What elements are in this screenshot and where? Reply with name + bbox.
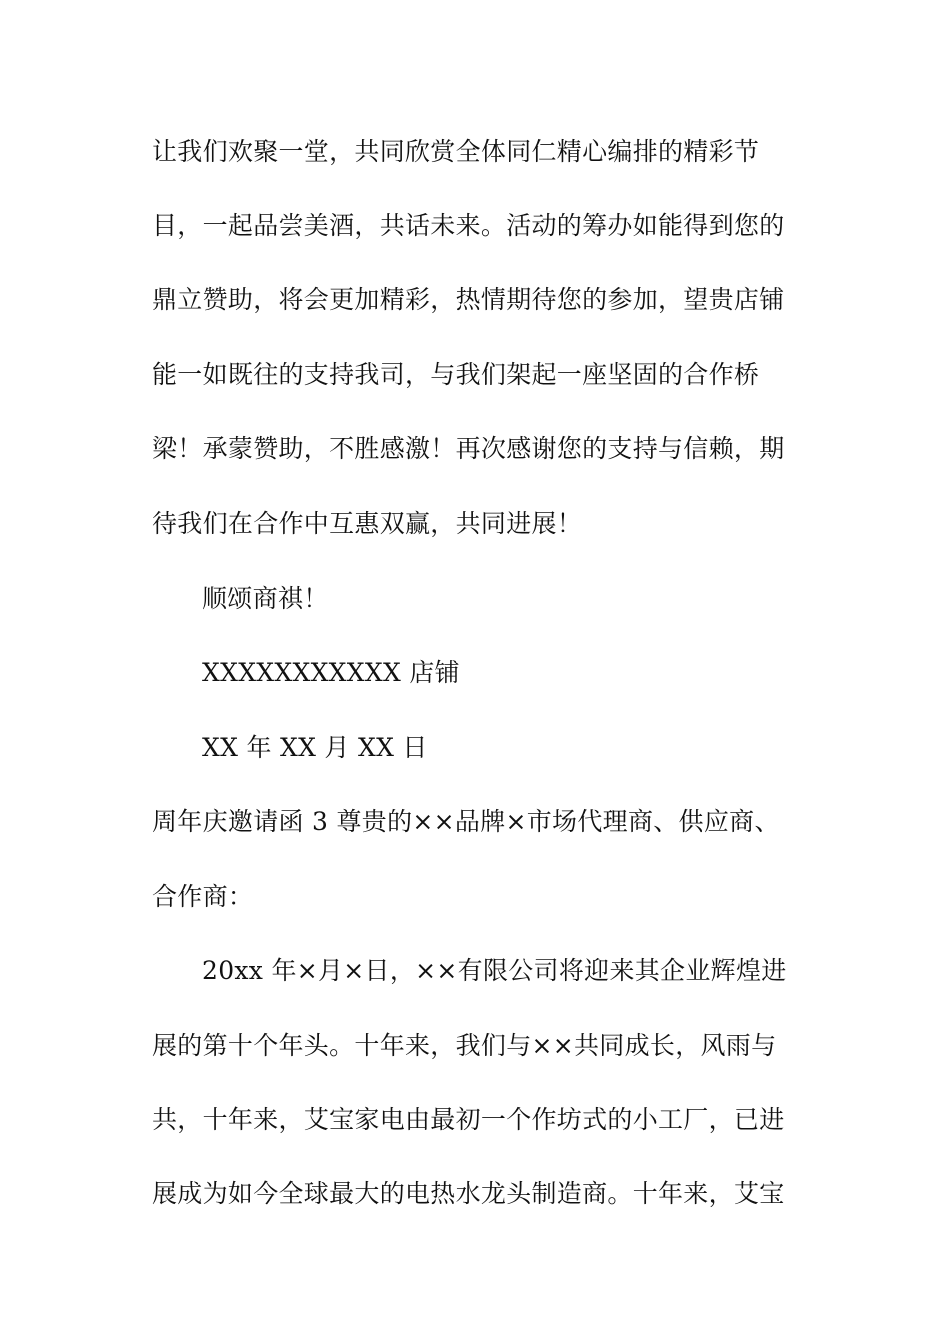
body-text-line: 待我们在合作中互惠双赢，共同进展！ [152,509,583,538]
body-text-line: 20xx 年×月×日，××有限公司将迎来其企业辉煌进 [202,956,787,985]
body-text-line: 展成为如今全球最大的电热水龙头制造商。十年来，艾宝 [152,1179,785,1208]
body-text-line: 展的第十个年头。十年来，我们与××共同成长，风雨与 [152,1031,777,1060]
body-text-line: 目，一起品尝美酒，共话未来。活动的筹办如能得到您的 [152,211,785,240]
body-text-line: 鼎立赞助，将会更加精彩，热情期待您的参加，望贵店铺 [152,285,785,314]
signature-shop: XXXXXXXXXXX 店铺 [202,658,460,687]
body-text-line: 让我们欢聚一堂，共同欣赏全体同仁精心编排的精彩节 [152,137,760,166]
invitation-heading-line: 合作商： [152,882,254,911]
body-text-line: 能一如既往的支持我司，与我们架起一座坚固的合作桥 [152,360,760,389]
invitation-heading-line: 周年庆邀请函 3 尊贵的××品牌×市场代理商、供应商、 [152,807,780,836]
body-text-line: 共，十年来，艾宝家电由最初一个作坊式的小工厂，已进 [152,1105,785,1134]
body-text-line: 梁！承蒙赞助，不胜感激！再次感谢您的支持与信赖，期 [152,434,785,463]
signature-date: XX 年 XX 月 XX 日 [202,733,428,762]
closing-salutation: 顺颂商祺！ [202,584,329,613]
